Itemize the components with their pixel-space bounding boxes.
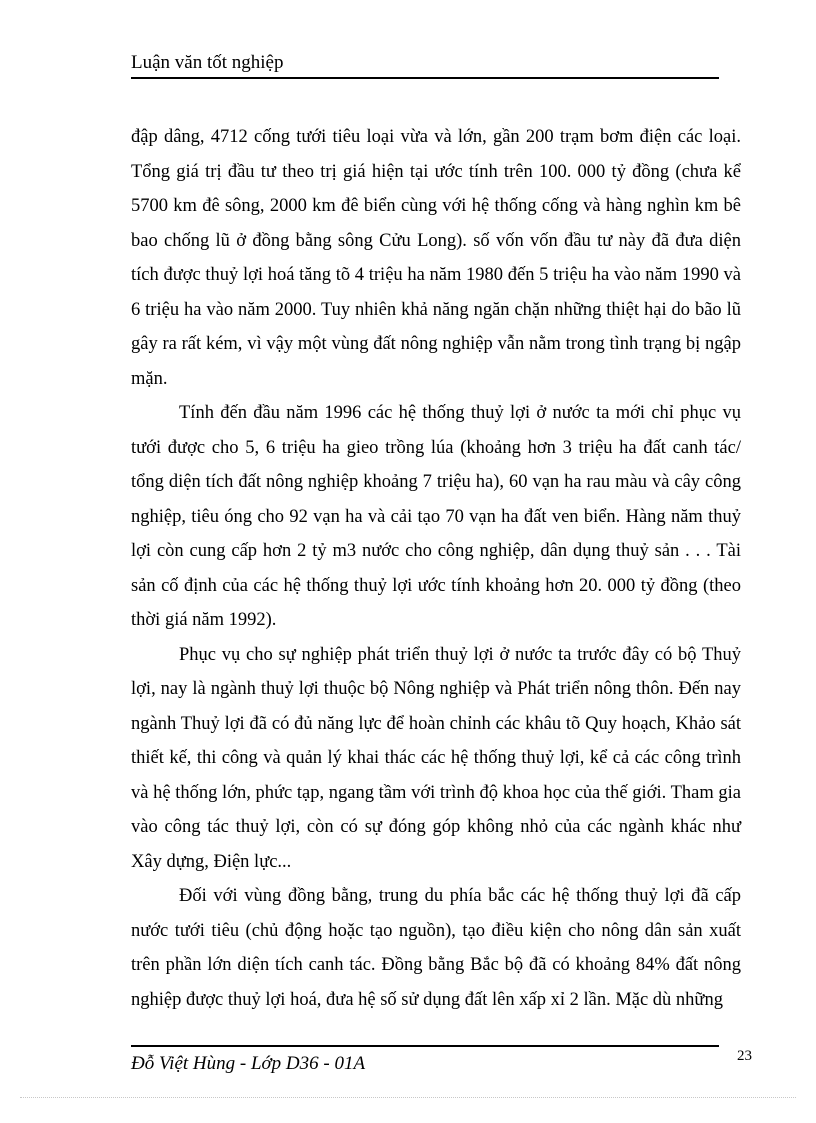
paragraph-continued: đập dâng, 4712 cống tưới tiêu loại vừa và lớn, gần 200 trạm bơm điện các loại. Tổng giá trị đầu tư theo trị giá hiện tại ước tính trên 100. 000 tỷ đồng (chưa kể 5700 km đê sông, 2000 km đê biển cùng với hệ thống cống và hàng nghìn km bê bao chống lũ ở đồng bằng sông Cửu Long). số vốn vốn đầu tư này đã đưa diện tích được thuỷ lợi hoá tăng tõ 4 triệu ha năm 1980 đến 5 triệu ha vào năm 1990 và 6 triệu ha vào năm 2000. Tuy nhiên khả năng ngăn chặn những thiệt hại do bão lũ gây ra rất kém, vì vậy một vùng đất nông nghiệp vẫn nằm trong tình trạng bị ngập mặn. <box>131 127 741 389</box>
paragraph: Phục vụ cho sự nghiệp phát triển thuỷ lợi ở nước ta trước đây có bộ Thuỷ lợi, nay là ngành thuỷ lợi thuộc bộ Nông nghiệp và Phát triển nông thôn. Đến nay ngành Thuỷ lợi đã có đủ năng lực để hoàn chỉnh các khâu tõ Quy hoạch, Khảo sát thiết kế, thi công và quản lý khai thác các hệ thống thuỷ lợi, kể cả các công trình và hệ thống lớn, phức tạp, ngang tầm với trình độ khoa học của thế giới. Tham gia vào công tác thuỷ lợi, còn có sự đóng góp không nhỏ của các ngành khác như Xây dựng, Điện lực... <box>131 644 741 872</box>
page-bottom-divider <box>20 1097 796 1098</box>
paragraph: Đối với vùng đồng bằng, trung du phía bắc các hệ thống thuỷ lợi đã cấp nước tưới tiêu (chủ động hoặc tạo nguồn), tạo điều kiện cho nông dân sản xuất trên phần lớn diện tích canh tác. Đồng bằng Bắc bộ đã có khoảng 84% đất nông nghiệp được thuỷ lợi hoá, đưa hệ số sử dụng đất lên xấp xỉ 2 lần. Mặc dù những <box>131 886 741 1010</box>
author-line: Đỗ Việt Hùng - Lớp D36 - 01A <box>131 1053 366 1074</box>
paragraph: Tính đến đầu năm 1996 các hệ thống thuỷ lợi ở nước ta mới chỉ phục vụ tưới được cho 5, 6 triệu ha gieo trồng lúa (khoảng hơn 3 triệu ha đất canh tác/ tổng diện tích đất nông nghiệp khoảng 7 triệu ha), 60 vạn ha rau màu và cây công nghiệp, tiêu óng cho 92 vạn ha và cải tạo 70 vạn ha đất ven biển. Hàng năm thuỷ lợi còn cung cấp hơn 2 tỷ m3 nước cho công nghiệp, dân dụng thuỷ sản . . . Tài sản cố định của các hệ thống thuỷ lợi ước tính khoảng hơn 20. 000 tỷ đồng (theo thời giá năm 1992). <box>131 403 741 630</box>
document-title: Luận văn tốt nghiệp <box>131 52 284 73</box>
page-number: 23 <box>737 1048 752 1064</box>
page-header <box>131 51 719 79</box>
body-text <box>131 120 741 1017</box>
page-footer <box>131 1045 719 1077</box>
